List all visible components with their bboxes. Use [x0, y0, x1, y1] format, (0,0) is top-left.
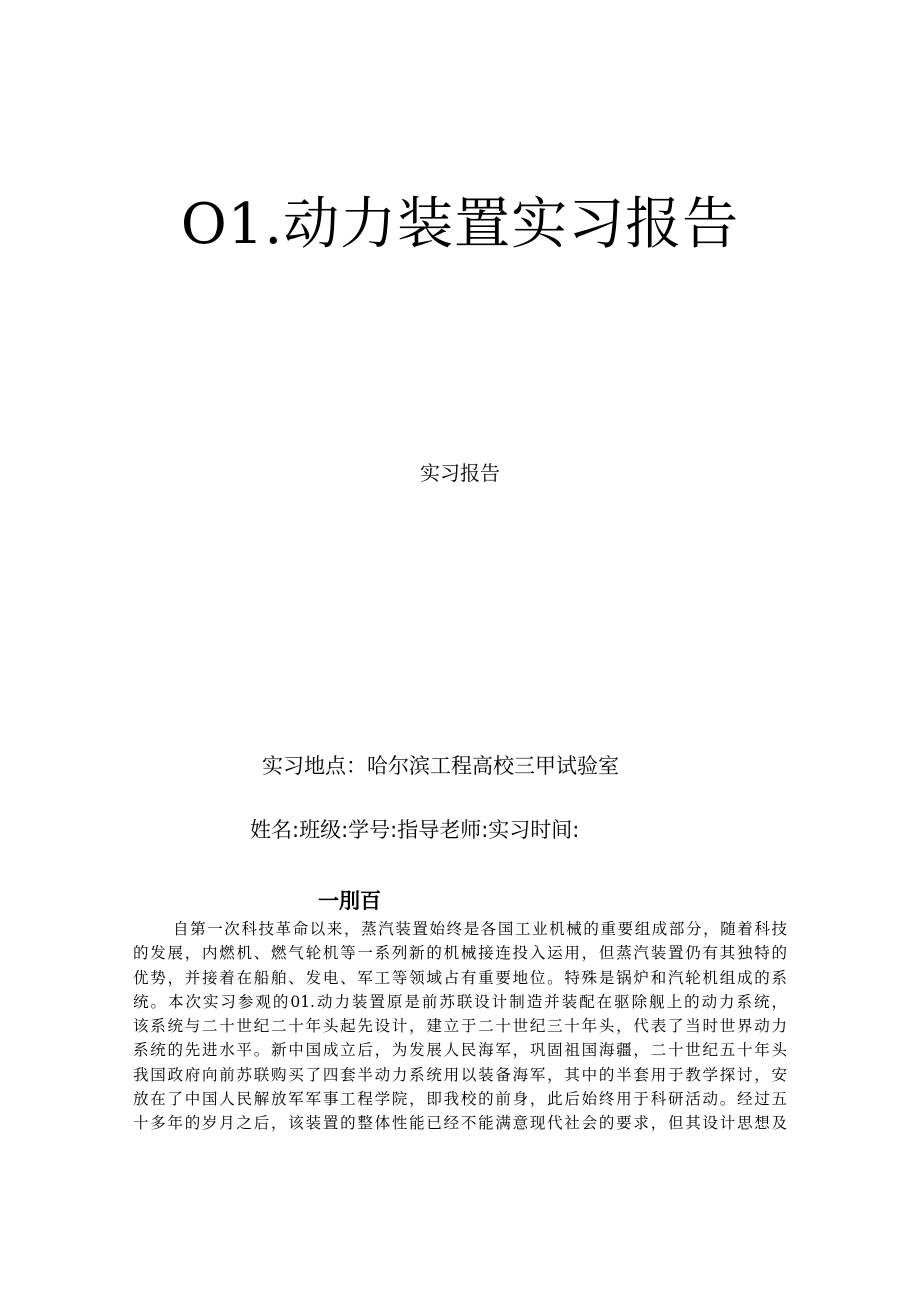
paragraph-line: 自第一次科技革命以来，蒸汽装置始终是各国工业机械的重要组成部分，随着科技	[173, 920, 787, 938]
student-info-line: 姓名:班级:学号:指导老师:实习时间:	[250, 818, 580, 842]
paragraph-line: 统。本次实习参观的01.动力装置原是前苏联设计制造并装配在驱除舰上的动力系统，	[133, 992, 787, 1011]
paragraph-line: 放在了中国人民解放军军事工程学院，即我校的前身，此后始终用于科研活动。经过五	[133, 1090, 787, 1109]
body-paragraph	[133, 917, 787, 1136]
internship-location: 实习地点：哈尔滨工程高校三甲试验室	[262, 754, 619, 778]
paragraph-line: 优势，并接着在船舶、发电、军工等领域占有重要地位。特殊是锅炉和汽轮机组成的系	[133, 968, 787, 987]
page-title: O1.动力装置实习报告	[180, 192, 740, 257]
paragraph-line: 十多年的岁月之后，该装置的整体性能已经不能满意现代社会的要求，但其设计思想及	[133, 1114, 787, 1133]
paragraph-line: 我国政府向前苏联购买了四套半动力系统用以装备海军，其中的半套用于教学探讨，安	[133, 1065, 787, 1084]
paragraph-line: 该系统与二十世纪二十年头起先设计，建立于二十世纪三十年头，代表了当时世界动力	[133, 1017, 787, 1036]
section-heading: 一刖百	[318, 889, 381, 913]
paragraph-line: 的发展，内燃机、燃气轮机等一系列新的机械接连投入运用，但蒸汽装置仍有其独特的	[133, 944, 787, 963]
report-subtitle: 实习报告	[420, 461, 500, 485]
paragraph-line: 系统的先进水平。新中国成立后，为发展人民海军，巩固祖国海疆，二十世纪五十年头	[133, 1041, 787, 1060]
